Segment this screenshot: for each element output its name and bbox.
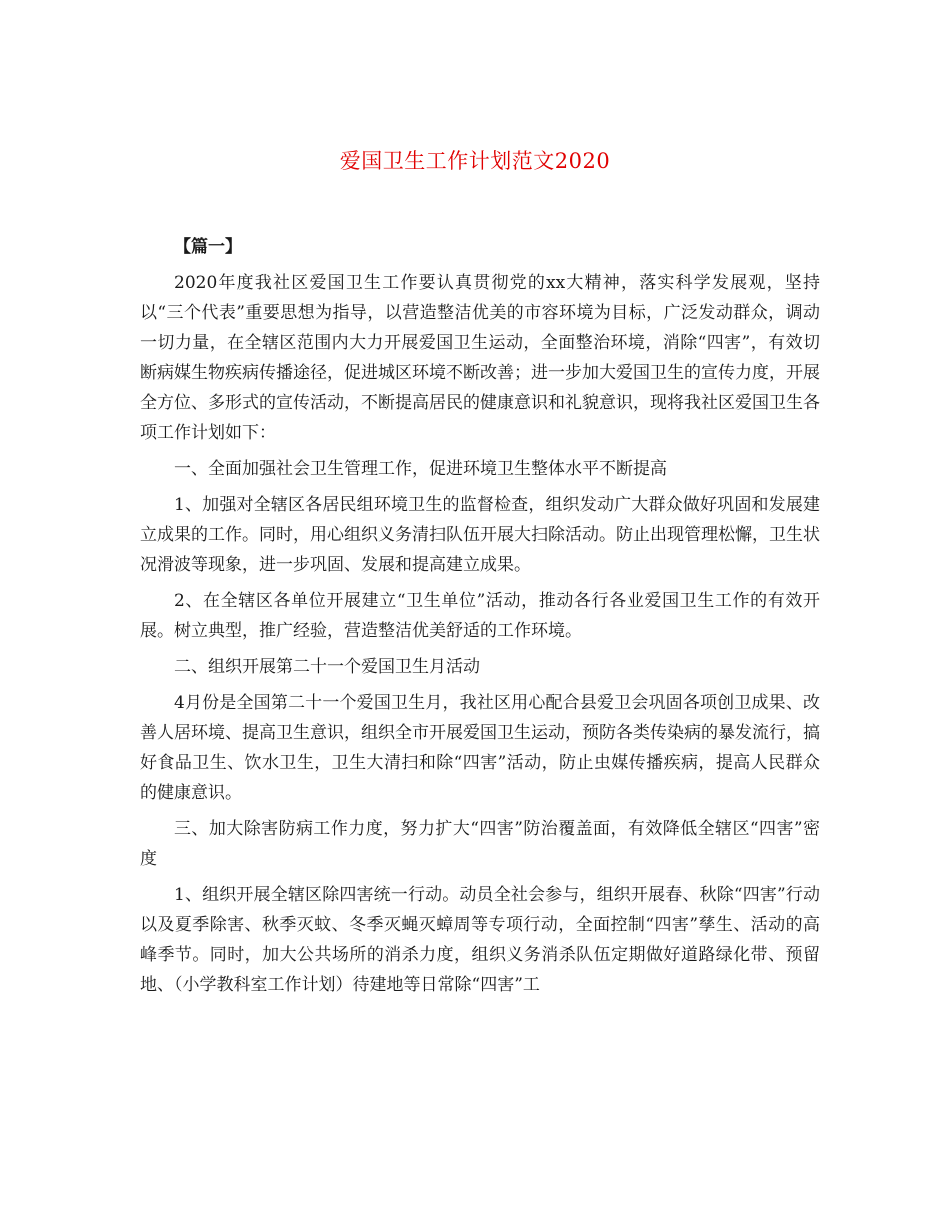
document-title: 爱国卫生工作计划范文2020	[339, 149, 611, 173]
section-heading: 【篇一】	[174, 237, 242, 257]
paragraph-section-1-item-2: 2、在全辖区各单位开展建立“卫生单位”活动，推动各行各业爱国卫生工作的有效开展。树立典型，推广经验，营造整洁优美舒适的工作环境。	[140, 591, 820, 641]
paragraph-intro: 2020年度我社区爱国卫生工作要认真贯彻党的xx大精神，落实科学发展观，坚持以“三个代表”重要思想为指导，以营造整洁优美的市容环境为目标，广泛发动群众，调动一切力量，在全辖区范围内大力开展爱国卫生运动，全面整治环境，消除“四害”，有效切断病媒生物疾病传播途径，促进城区环境不断改善；进一步加大爱国卫生的宣传力度，开展全方位、多形式的宣传活动，不断提高居民的健康意识和礼貌意识，现将我社区爱国卫生各项工作计划如下：	[140, 273, 820, 443]
paragraph-section-1-item-1: 1、加强对全辖区各居民组环境卫生的监督检查，组织发动广大群众做好巩固和发展建立成果的工作。同时，用心组织义务清扫队伍开展大扫除活动。防止出现管理松懈，卫生状况滑波等现象，进一步巩固、发展和提高建立成果。	[140, 495, 820, 575]
paragraph-section-1-heading: 一、全面加强社会卫生管理工作，促进环境卫生整体水平不断提高	[174, 459, 667, 479]
paragraph-section-2-body: 4月份是全国第二十一个爱国卫生月，我社区用心配合县爱卫会巩固各项创卫成果、改善人居环境、提高卫生意识，组织全市开展爱国卫生运动，预防各类传染病的暴发流行，搞好食品卫生、饮水卫生，卫生大清扫和除“四害”活动，防止虫媒传播疾病，提高人民群众的健康意识。	[140, 693, 820, 803]
document-body	[140, 232, 820, 1006]
paragraph-section-2-heading: 二、组织开展第二十一个爱国卫生月活动	[174, 657, 480, 677]
paragraph-section-3-heading: 三、加大除害防病工作力度，努力扩大“四害”防治覆盖面，有效降低全辖区“四害”密度	[140, 819, 820, 869]
paragraph-section-3-item-1: 1、组织开展全辖区除四害统一行动。动员全社会参与，组织开展春、秋除“四害”行动以及夏季除害、秋季灭蚊、冬季灭蝇灭蟑周等专项行动，全面控制“四害”孳生、活动的高峰季节。同时，加大公共场所的消杀力度，组织义务消杀队伍定期做好道路绿化带、预留地、（小学教科室工作计划）待建地等日常除“四害”工	[140, 885, 820, 995]
